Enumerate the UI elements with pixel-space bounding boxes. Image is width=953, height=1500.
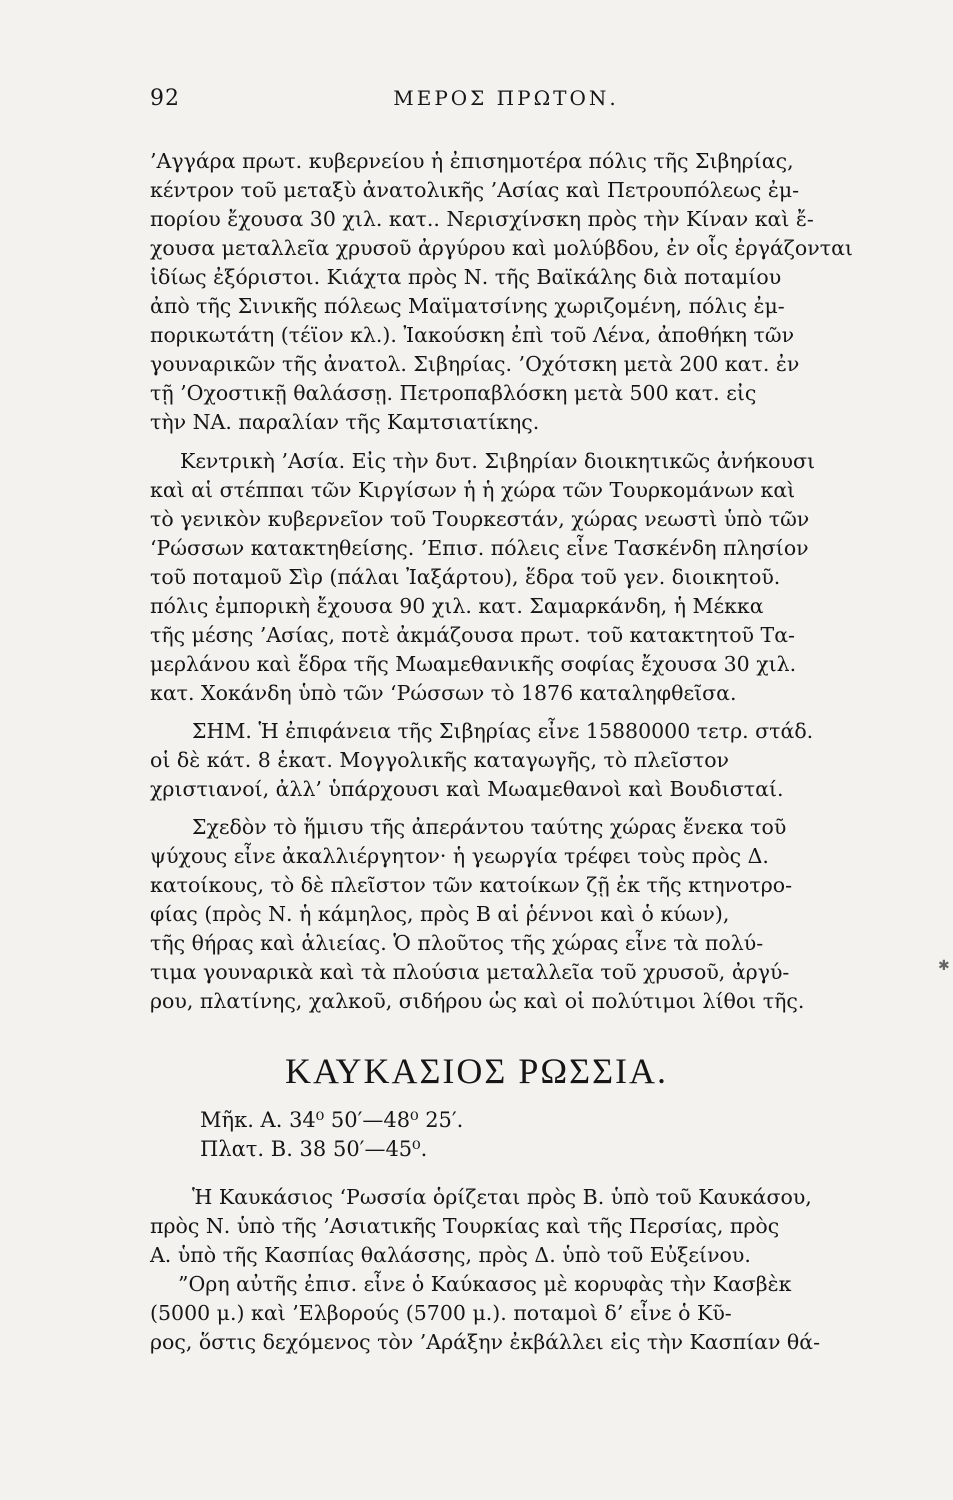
paragraph-first-line: Σχεδὸν τὸ ἥμισυ τῆς ἀπεράντου ταύτης χώρας ἕνεκα τοῦ bbox=[192, 815, 787, 839]
section-heading: ΚΑΥΚΑΣΙΟΣ ΡΩΣΣΙΑ. bbox=[284, 1051, 669, 1091]
running-title: ΜΕΡΟΣ ΠΡΩΤΟΝ. bbox=[393, 86, 619, 110]
text-line: χουσα μεταλλεῖα χρυσοῦ ἀργύρου καὶ μολύβδου, ἐν οἷς ἐργάζονται bbox=[150, 236, 853, 260]
latitude-line: Πλατ. Β. 38 50′—45⁰. bbox=[200, 1137, 428, 1161]
text-line: οἱ δὲ κάτ. 8 ἑκατ. Μογγολικῆς καταγωγῆς, τὸ πλεῖστον bbox=[150, 748, 729, 772]
text-line: πορικωτάτη (τέϊον κλ.). Ἰακούσκη ἐπὶ τοῦ Λένα, ἀποθήκη τῶν bbox=[150, 323, 795, 347]
text-line: πρὸς Ν. ὑπὸ τῆς ’Ασιατικῆς Τουρκίας καὶ τῆς Περσίας, πρὸς bbox=[150, 1214, 780, 1238]
text-line: τῇ ’Οχοστικῇ θαλάσσῃ. Πετροπαβλόσκη μετὰ 500 κατ. εἰς bbox=[150, 381, 757, 405]
text-line: ψύχους εἶνε ἀκαλλιέργητον· ἡ γεωργία τρέφει τοὺς πρὸς Δ. bbox=[150, 844, 769, 868]
text-line: γουναρικῶν τῆς ἀνατολ. Σιβηρίας. ’Οχότσκη μετὰ 200 κατ. ἐν bbox=[150, 352, 800, 376]
text-line: κατοίκους, τὸ δὲ πλεῖστον τῶν κατοίκων ζῇ ἐκ τῆς κτηνοτρο- bbox=[150, 873, 793, 897]
text-line: ἰδίως ἐξόριστοι. Κιάχτα πρὸς Ν. τῆς Βαϊκάλης διὰ ποταμίου bbox=[150, 265, 782, 289]
longitude-line: Μῆκ. Α. 34⁰ 50′—48⁰ 25′. bbox=[200, 1108, 464, 1132]
text-line: κατ. Χοκάνδη ὑπὸ τῶν ‘Ρώσσων τὸ 1876 καταληφθεῖσα. bbox=[150, 681, 737, 705]
text-line: μερλάνου καὶ ἕδρα τῆς Μωαμεθανικῆς σοφίας ἔχουσα 30 χιλ. bbox=[150, 652, 797, 676]
text-line: χριστιανοί, ἀλλ’ ὑπάρχουσι καὶ Μωαμεθανοὶ καὶ Βουδισταί. bbox=[150, 777, 784, 801]
text-line: ρου, πλατίνης, χαλκοῦ, σιδήρου ὡς καὶ οἱ πολύτιμοι λίθοι τῆς. bbox=[150, 989, 805, 1013]
text-line: τῆς θήρας καὶ ἁλιείας. Ὁ πλοῦτος τῆς χώρας εἶνε τὰ πολύ- bbox=[150, 931, 764, 955]
text-line: Α. ὑπὸ τῆς Κασπίας θαλάσσης, πρὸς Δ. ὑπὸ τοῦ Εὐξείνου. bbox=[150, 1243, 751, 1267]
note-first-line: ΣΗΜ. Ἡ ἐπιφάνεια τῆς Σιβηρίας εἶνε 15880000 τετρ. στάδ. bbox=[192, 719, 814, 743]
text-line: ’Αγγάρα πρωτ. κυβερνείου ἡ ἐπισημοτέρα πόλις τῆς Σιβηρίας, bbox=[150, 149, 794, 173]
text-line: τιμα γουναρικὰ καὶ τὰ πλούσια μεταλλεῖα τοῦ χρυσοῦ, ἀργύ- bbox=[150, 960, 790, 984]
text-line: τὸ γενικὸν κυβερνεῖον τοῦ Τουρκεστάν, χώρας νεωστὶ ὑπὸ τῶν bbox=[150, 507, 810, 531]
page-number: 92 bbox=[150, 86, 180, 111]
margin-mark: ✱ bbox=[938, 958, 950, 974]
paragraph-first-line: ”Ορη αὐτῆς ἐπισ. εἶνε ὁ Καύκασος μὲ κορυφὰς τὴν Κασβὲκ bbox=[178, 1272, 792, 1296]
text-line: τοῦ ποταμοῦ Σὶρ (πάλαι Ἰαξάρτου), ἕδρα τοῦ γεν. διοικητοῦ. bbox=[150, 565, 781, 589]
text-line: καὶ αἱ στέππαι τῶν Κιργίσων ἡ ἡ χώρα τῶν Τουρκομάνων καὶ bbox=[150, 478, 796, 502]
text-line: τὴν ΝΑ. παραλίαν τῆς Καμτσιατίκης. bbox=[150, 410, 540, 434]
text-line: ρος, ὅστις δεχόμενος τὸν ’Αράξην ἐκβάλλει εἰς τὴν Κασπίαν θά- bbox=[150, 1330, 821, 1354]
page-header bbox=[150, 86, 862, 116]
text-line: πορίου ἔχουσα 30 χιλ. κατ.. Νερισχίνσκη πρὸς τὴν Κίναν καὶ ἔ- bbox=[150, 207, 814, 231]
text-line: ‘Ρώσσων κατακτηθείσης. ’Επισ. πόλεις εἶνε Τασκένδη πλησίον bbox=[150, 536, 809, 560]
text-line: πόλις ἐμπορικὴ ἔχουσα 90 χιλ. κατ. Σαμαρκάνδη, ἡ Μέκκα bbox=[150, 594, 764, 618]
text-line: κέντρον τοῦ μεταξὺ ἀνατολικῆς ’Ασίας καὶ Πετρουπόλεως ἐμ- bbox=[150, 178, 800, 202]
paragraph-first-line: Ἡ Καυκάσιος ‘Ρωσσία ὁρίζεται πρὸς Β. ὑπὸ τοῦ Καυκάσου, bbox=[192, 1185, 812, 1209]
text-line: (5000 μ.) καὶ ’Ελβορούς (5700 μ.). ποταμοὶ δ’ εἶνε ὁ Κῦ- bbox=[150, 1301, 732, 1325]
paragraph-first-line: Κεντρικὴ ’Ασία. Εἰς τὴν δυτ. Σιβηρίαν διοικητικῶς ἀνήκουσι bbox=[180, 449, 816, 473]
text-line: ἀπὸ τῆς Σινικῆς πόλεως Μαϊματσίνης χωριζομένη, πόλις ἐμ- bbox=[150, 294, 785, 318]
text-line: φίας (πρὸς Ν. ἡ κάμηλος, πρὸς Β αἱ ῥέννοι καὶ ὁ κύων), bbox=[150, 902, 730, 926]
text-line: τῆς μέσης ’Ασίας, ποτὲ ἀκμάζουσα πρωτ. τοῦ κατακτητοῦ Τα- bbox=[150, 623, 795, 647]
